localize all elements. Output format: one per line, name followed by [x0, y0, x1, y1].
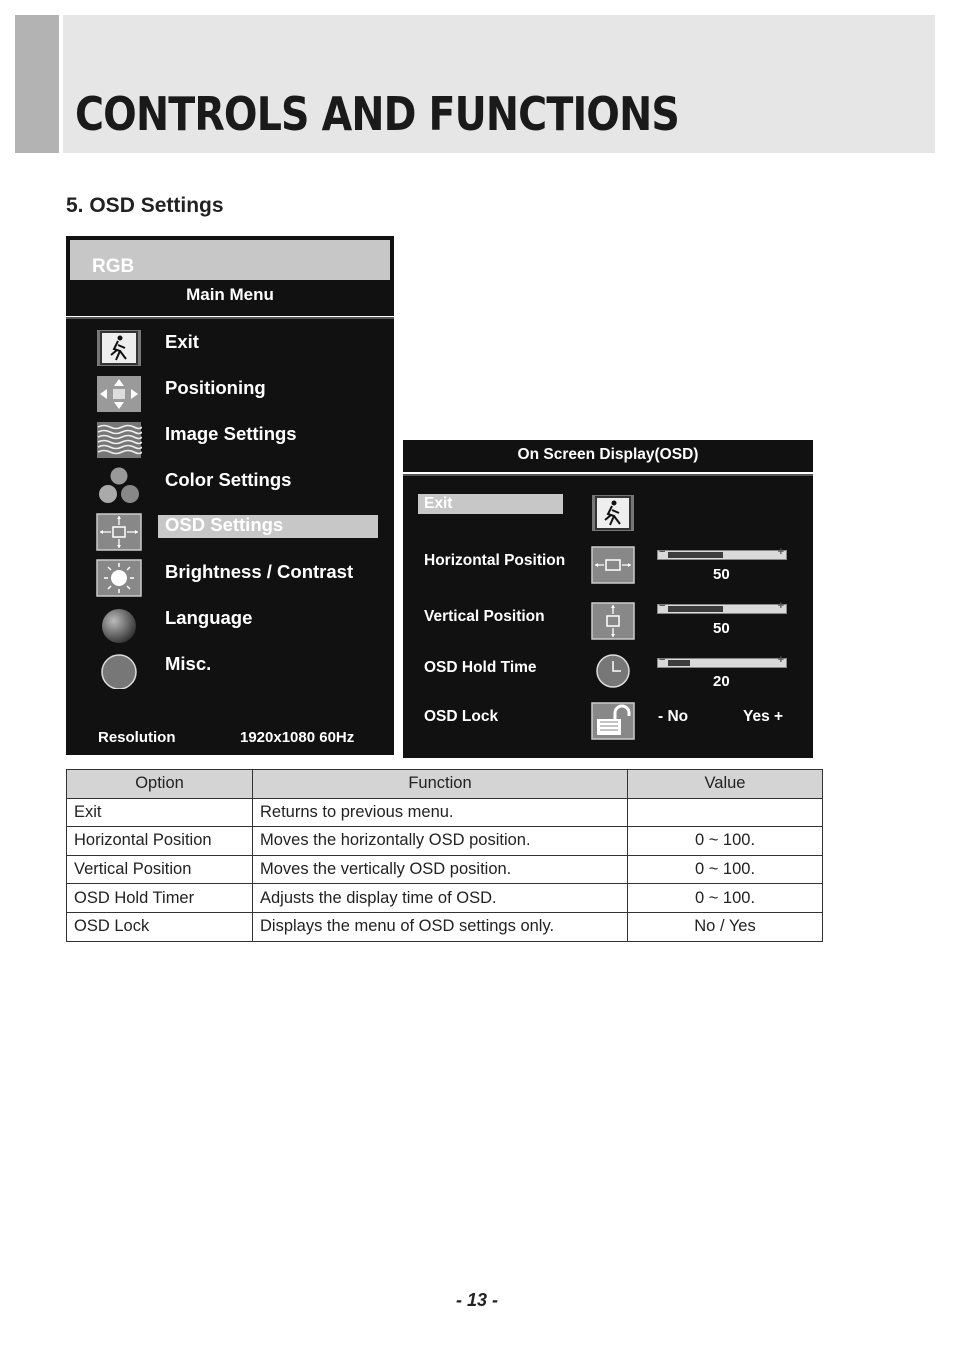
vertical-position-icon [591, 602, 635, 640]
header-accent-strip [15, 15, 59, 153]
osd-row-horizontal-position[interactable] [403, 546, 813, 596]
osd-row-label: Vertical Position [424, 608, 545, 625]
horizontal-position-icon [591, 546, 635, 584]
osd-hold-time-slider[interactable] [657, 654, 787, 668]
main-menu-list [66, 317, 394, 697]
table-row [67, 798, 823, 827]
table-row [67, 884, 823, 913]
menu-item-osd-settings[interactable] [66, 505, 394, 551]
function-cell: Displays the menu of OSD settings only. [253, 912, 628, 941]
slider-value: 50 [713, 566, 730, 583]
slider-value: 20 [713, 673, 730, 690]
slider-fill [668, 552, 723, 558]
plus-icon: + [777, 546, 784, 558]
value-cell: 0 ~ 100. [628, 884, 823, 913]
osd-row-exit[interactable] [403, 476, 813, 526]
section-title: 5. OSD Settings [66, 194, 224, 217]
osd-row-vertical-position[interactable] [403, 602, 813, 652]
image-settings-icon [96, 421, 142, 459]
osd-row-lock[interactable] [403, 706, 813, 756]
osd-options-table [66, 769, 823, 942]
menu-item-label: Misc. [165, 653, 212, 674]
column-header: Value [628, 770, 823, 799]
slider-fill [668, 660, 690, 666]
menu-item-image-settings[interactable] [66, 413, 394, 459]
minus-icon: − [659, 546, 666, 558]
function-cell: Moves the horizontally OSD position. [253, 827, 628, 856]
menu-item-positioning[interactable] [66, 367, 394, 413]
exit-icon [96, 329, 142, 367]
horizontal-position-slider[interactable] [657, 546, 787, 560]
osd-row-label: Horizontal Position [424, 552, 566, 569]
menu-item-color-settings[interactable] [66, 459, 394, 505]
menu-item-misc[interactable] [66, 643, 394, 689]
color-settings-icon [96, 467, 142, 505]
menu-item-brightness-contrast[interactable] [66, 551, 394, 597]
brightness-icon [96, 559, 142, 597]
exit-icon [591, 494, 635, 532]
plus-icon: + [777, 600, 784, 612]
option-cell: Exit [67, 798, 253, 827]
osd-row-hold-time[interactable] [403, 656, 813, 706]
osd-row-label: OSD Lock [424, 708, 499, 725]
misc-icon [96, 651, 142, 689]
option-cell: Vertical Position [67, 855, 253, 884]
menu-item-label: Language [165, 607, 253, 628]
positioning-icon [96, 375, 142, 413]
osd-row-label: OSD Hold Time [424, 659, 537, 676]
resolution-label: Resolution [98, 729, 176, 746]
osd-menu-title: On Screen Display(OSD) [517, 446, 699, 463]
menu-item-exit[interactable] [66, 321, 394, 367]
plus-icon: + [777, 654, 784, 666]
value-cell [628, 798, 823, 827]
value-cell: 0 ~ 100. [628, 827, 823, 856]
table-row [67, 912, 823, 941]
lock-icon [591, 702, 635, 740]
option-cell: OSD Hold Timer [67, 884, 253, 913]
header-band [63, 15, 935, 153]
function-cell: Adjusts the display time of OSD. [253, 884, 628, 913]
resolution-footer [66, 697, 394, 755]
column-header: Option [67, 770, 253, 799]
input-source-label: RGB [92, 256, 135, 277]
main-menu-header [66, 236, 394, 316]
minus-icon: − [659, 600, 666, 612]
menu-item-language[interactable] [66, 597, 394, 643]
menu-item-label: OSD Settings [165, 514, 284, 535]
globe-icon [96, 605, 142, 643]
value-cell: No / Yes [628, 912, 823, 941]
resolution-value: 1920x1080 60Hz [240, 729, 355, 746]
menu-item-label: Image Settings [165, 423, 297, 444]
slider-value: 50 [713, 620, 730, 637]
osd-menu-panel [403, 474, 813, 758]
table-row [67, 855, 823, 884]
lock-option-no[interactable]: - No [658, 708, 689, 725]
osd-exit-label: Exit [424, 495, 453, 512]
menu-item-label: Positioning [165, 377, 266, 398]
minus-icon: − [659, 654, 666, 666]
table-header-row [67, 770, 823, 799]
page-title: CONTROLS AND FUNCTIONS [75, 87, 679, 141]
main-menu-title: Main Menu [186, 285, 274, 304]
page-number: - 13 - [455, 1290, 498, 1310]
osd-settings-icon [96, 513, 142, 551]
option-cell: OSD Lock [67, 912, 253, 941]
clock-icon [591, 652, 635, 690]
menu-item-label: Color Settings [165, 469, 292, 490]
column-header: Function [253, 770, 628, 799]
function-cell: Returns to previous menu. [253, 798, 628, 827]
value-cell: 0 ~ 100. [628, 855, 823, 884]
lock-option-yes[interactable]: Yes + [743, 708, 784, 725]
option-cell: Horizontal Position [67, 827, 253, 856]
menu-item-label: Brightness / Contrast [165, 561, 354, 582]
menu-item-label: Exit [165, 331, 199, 352]
osd-menu-header [403, 440, 813, 472]
table-row [67, 827, 823, 856]
vertical-position-slider[interactable] [657, 600, 787, 614]
slider-fill [668, 606, 723, 612]
function-cell: Moves the vertically OSD position. [253, 855, 628, 884]
